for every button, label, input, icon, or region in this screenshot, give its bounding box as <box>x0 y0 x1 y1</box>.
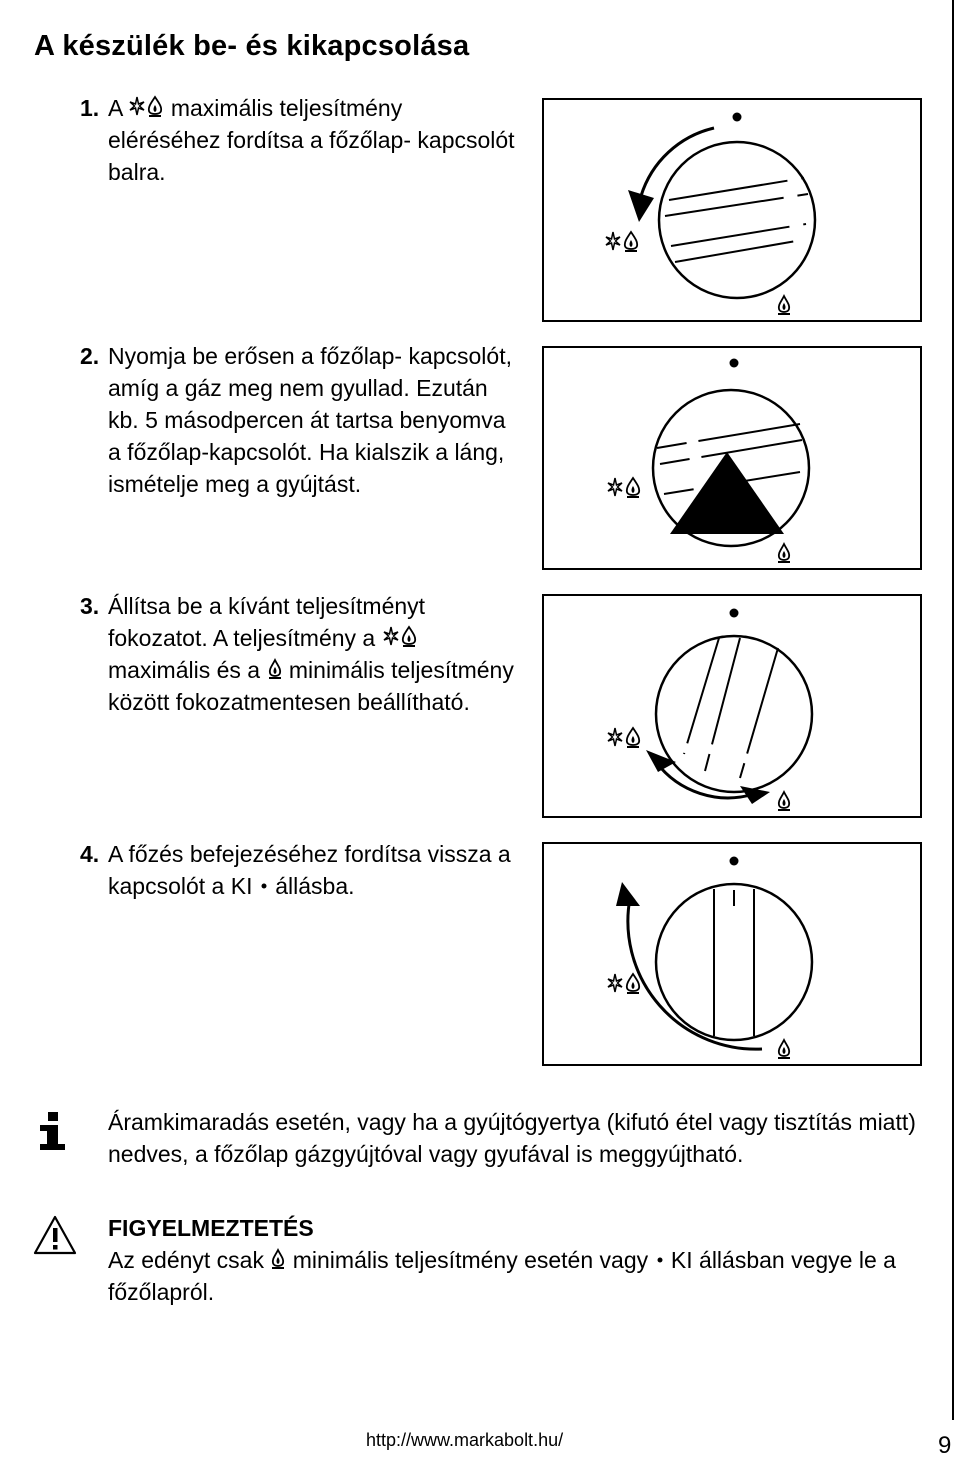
step-text: maximális teljesítmény eléréséhez fordítsa a főzőlap- kapcsolót balra. <box>108 95 515 185</box>
step-4 <box>80 838 520 902</box>
page-number: 9 <box>938 1432 952 1459</box>
off-dot-icon <box>655 1247 665 1271</box>
max-flame-icon <box>382 625 418 649</box>
step-number: 2. <box>80 343 100 369</box>
step-text: maximális és a <box>108 657 261 683</box>
step-number: 3. <box>80 593 100 619</box>
step-text: A főzés befejezéséhez fordítsa vissza a kapcsolót a KI <box>108 841 511 899</box>
step-text: Nyomja be erősen a főzőlap- kapcsolót, amíg a gáz meg nem gyullad. Ezután kb. 5 másodpercen át tartsa benyomva a főzőlap-kapcsolót. Ha kialszik a láng, ismételje meg a gyújtást. <box>108 343 512 497</box>
page-edge-rule <box>952 0 954 1420</box>
knob-diagram-4 <box>542 842 922 1066</box>
step-text: A <box>108 95 123 121</box>
max-flame-icon <box>128 95 164 119</box>
page-title: A készülék be- és kikapcsolása <box>34 30 470 62</box>
footer-url: http://www.markabolt.hu/ <box>366 1430 564 1450</box>
min-flame-icon <box>270 1247 286 1271</box>
warning-text: minimális teljesítmény esetén vagy <box>292 1247 649 1273</box>
warning-icon <box>32 1214 78 1256</box>
off-dot-icon <box>259 873 269 897</box>
warning-text: Az edényt csak <box>108 1247 264 1273</box>
step-number: 4. <box>80 841 100 867</box>
info-note: Áramkimaradás esetén, vagy ha a gyújtógyertya (kifutó étel vagy tisztítás miatt) nedves, a főzőlap gázgyújtóval vagy gyufával is meggyújtható. <box>108 1109 916 1167</box>
step-3 <box>80 590 520 718</box>
step-text: állásba. <box>275 873 355 899</box>
knob-diagram-1 <box>542 98 922 322</box>
step-1 <box>80 92 520 188</box>
step-number: 1. <box>80 95 100 121</box>
step-2 <box>80 340 520 500</box>
warning-text: KI állásban vegye le a főzőlapról. <box>108 1247 896 1305</box>
step-text: Állítsa be a kívánt teljesítményt fokozatot. A teljesítmény a <box>108 593 426 651</box>
step-text: minimális teljesítmény között fokozatmentesen beállítható. <box>108 657 514 715</box>
min-flame-icon <box>267 657 283 681</box>
knob-diagram-2 <box>542 346 922 570</box>
info-icon <box>32 1110 74 1152</box>
warning-title: FIGYELMEZTETÉS <box>108 1215 314 1241</box>
knob-diagram-3 <box>542 594 922 818</box>
warning-block <box>108 1212 928 1308</box>
